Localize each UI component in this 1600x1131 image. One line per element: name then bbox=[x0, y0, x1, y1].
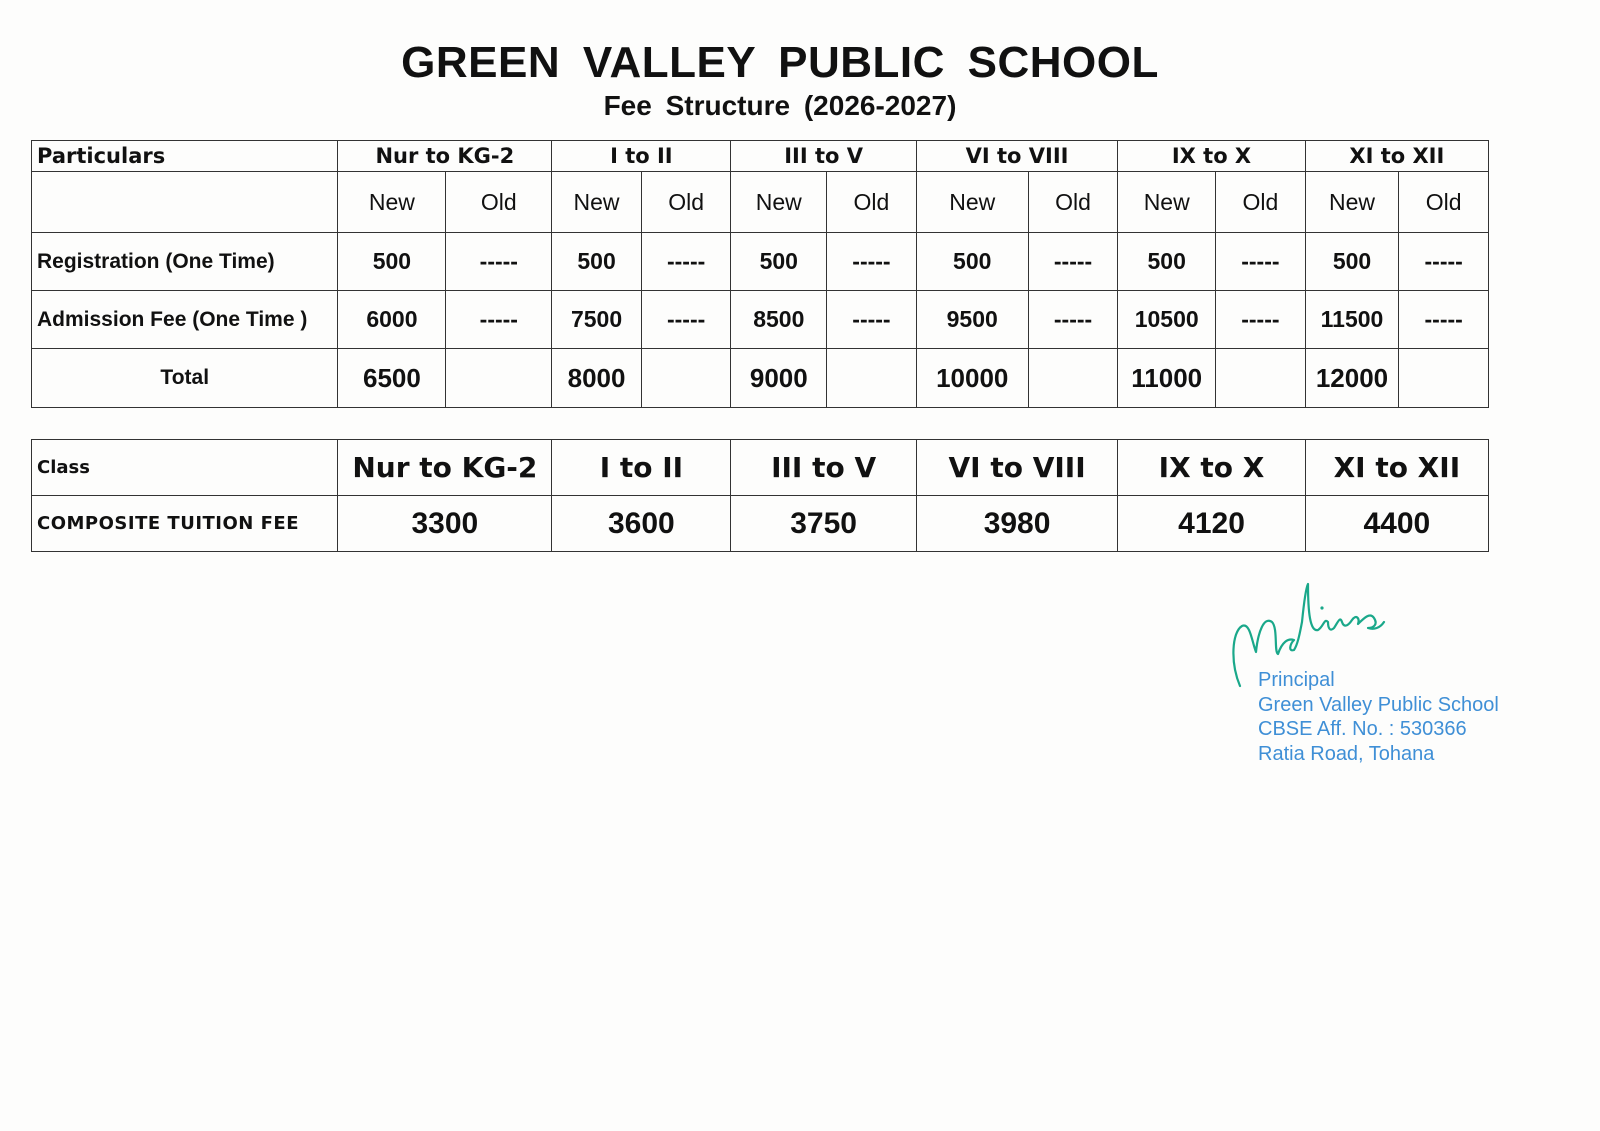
fee-cell: ----- bbox=[1028, 291, 1118, 349]
fee-cell: 500 bbox=[731, 233, 827, 291]
empty-cell bbox=[32, 172, 338, 233]
stamp-line: Principal bbox=[1258, 669, 1335, 691]
stamp-line: CBSE Aff. No. : 530366 bbox=[1258, 718, 1467, 740]
total-cell bbox=[1216, 349, 1306, 408]
group-header: XI to XII bbox=[1305, 141, 1488, 172]
school-title: GREEN VALLEY PUBLIC SCHOOL bbox=[401, 38, 1159, 87]
fee-cell: 9500 bbox=[916, 291, 1028, 349]
class-header: III to V bbox=[731, 440, 916, 496]
group-header: Nur to KG-2 bbox=[338, 141, 552, 172]
new-label: New bbox=[338, 172, 446, 233]
old-label: Old bbox=[1399, 172, 1489, 233]
fee-cell: ----- bbox=[1216, 291, 1306, 349]
row-label: Admission Fee (One Time ) bbox=[32, 291, 338, 349]
fee-cell: 500 bbox=[916, 233, 1028, 291]
old-label: Old bbox=[1216, 172, 1306, 233]
tuition-fee-cell: 3300 bbox=[338, 496, 552, 552]
total-cell: 11000 bbox=[1118, 349, 1216, 408]
fee-cell: ----- bbox=[641, 291, 731, 349]
stamp-line: Green Valley Public School bbox=[1258, 693, 1499, 716]
total-cell bbox=[641, 349, 731, 408]
fee-cell: 500 bbox=[1118, 233, 1216, 291]
tuition-fee-cell: 4400 bbox=[1305, 496, 1488, 552]
class-header: XI to XII bbox=[1305, 440, 1488, 496]
principal-stamp bbox=[1258, 668, 1499, 766]
particulars-header: Particulars bbox=[32, 141, 338, 172]
fee-cell: 7500 bbox=[552, 291, 642, 349]
new-label: New bbox=[1305, 172, 1399, 233]
new-label: New bbox=[916, 172, 1028, 233]
fee-cell: 10500 bbox=[1118, 291, 1216, 349]
new-label: New bbox=[552, 172, 642, 233]
total-cell bbox=[827, 349, 917, 408]
fee-cell: ----- bbox=[641, 233, 731, 291]
fee-table bbox=[31, 140, 1489, 408]
tuition-fee-cell: 3600 bbox=[552, 496, 731, 552]
old-label: Old bbox=[446, 172, 552, 233]
fee-cell: ----- bbox=[446, 291, 552, 349]
total-cell: 8000 bbox=[552, 349, 642, 408]
total-cell: 6500 bbox=[338, 349, 446, 408]
tuition-fee-cell: 4120 bbox=[1118, 496, 1305, 552]
new-label: New bbox=[1118, 172, 1216, 233]
fee-cell: ----- bbox=[827, 291, 917, 349]
class-row bbox=[32, 440, 1489, 496]
new-old-row bbox=[32, 172, 1489, 233]
old-label: Old bbox=[827, 172, 917, 233]
class-label: Class bbox=[32, 440, 338, 496]
total-cell: 12000 bbox=[1305, 349, 1399, 408]
group-header: IX to X bbox=[1118, 141, 1305, 172]
table-row bbox=[32, 291, 1489, 349]
fee-cell: 500 bbox=[1305, 233, 1399, 291]
group-header: III to V bbox=[731, 141, 916, 172]
total-cell bbox=[1399, 349, 1489, 408]
total-row bbox=[32, 349, 1489, 408]
class-header: I to II bbox=[552, 440, 731, 496]
group-header: VI to VIII bbox=[916, 141, 1118, 172]
total-cell bbox=[1028, 349, 1118, 408]
total-label: Total bbox=[32, 349, 338, 408]
row-label: Registration (One Time) bbox=[32, 233, 338, 291]
total-cell: 9000 bbox=[731, 349, 827, 408]
fee-cell: ----- bbox=[827, 233, 917, 291]
fee-cell: ----- bbox=[446, 233, 552, 291]
fee-cell: 11500 bbox=[1305, 291, 1399, 349]
class-header: Nur to KG-2 bbox=[338, 440, 552, 496]
new-label: New bbox=[731, 172, 827, 233]
fee-cell: 500 bbox=[552, 233, 642, 291]
fee-cell: ----- bbox=[1399, 233, 1489, 291]
fee-cell: ----- bbox=[1216, 233, 1306, 291]
tuition-table bbox=[31, 439, 1489, 552]
total-cell: 10000 bbox=[916, 349, 1028, 408]
fee-cell: 8500 bbox=[731, 291, 827, 349]
class-header: IX to X bbox=[1118, 440, 1305, 496]
group-header: I to II bbox=[552, 141, 731, 172]
fee-cell: 500 bbox=[338, 233, 446, 291]
total-cell bbox=[446, 349, 552, 408]
class-header: VI to VIII bbox=[916, 440, 1118, 496]
fee-cell: 6000 bbox=[338, 291, 446, 349]
fee-structure-subtitle: Fee Structure (2026-2027) bbox=[603, 90, 957, 121]
old-label: Old bbox=[641, 172, 731, 233]
tuition-fee-cell: 3980 bbox=[916, 496, 1118, 552]
table-row bbox=[32, 233, 1489, 291]
tuition-fee-row bbox=[32, 496, 1489, 552]
tuition-fee-cell: 3750 bbox=[731, 496, 916, 552]
stamp-line: Ratia Road, Tohana bbox=[1258, 742, 1435, 765]
old-label: Old bbox=[1028, 172, 1118, 233]
fee-table-header-row bbox=[32, 141, 1489, 172]
tuition-fee-label: COMPOSITE TUITION FEE bbox=[32, 496, 338, 552]
fee-cell: ----- bbox=[1399, 291, 1489, 349]
fee-cell: ----- bbox=[1028, 233, 1118, 291]
